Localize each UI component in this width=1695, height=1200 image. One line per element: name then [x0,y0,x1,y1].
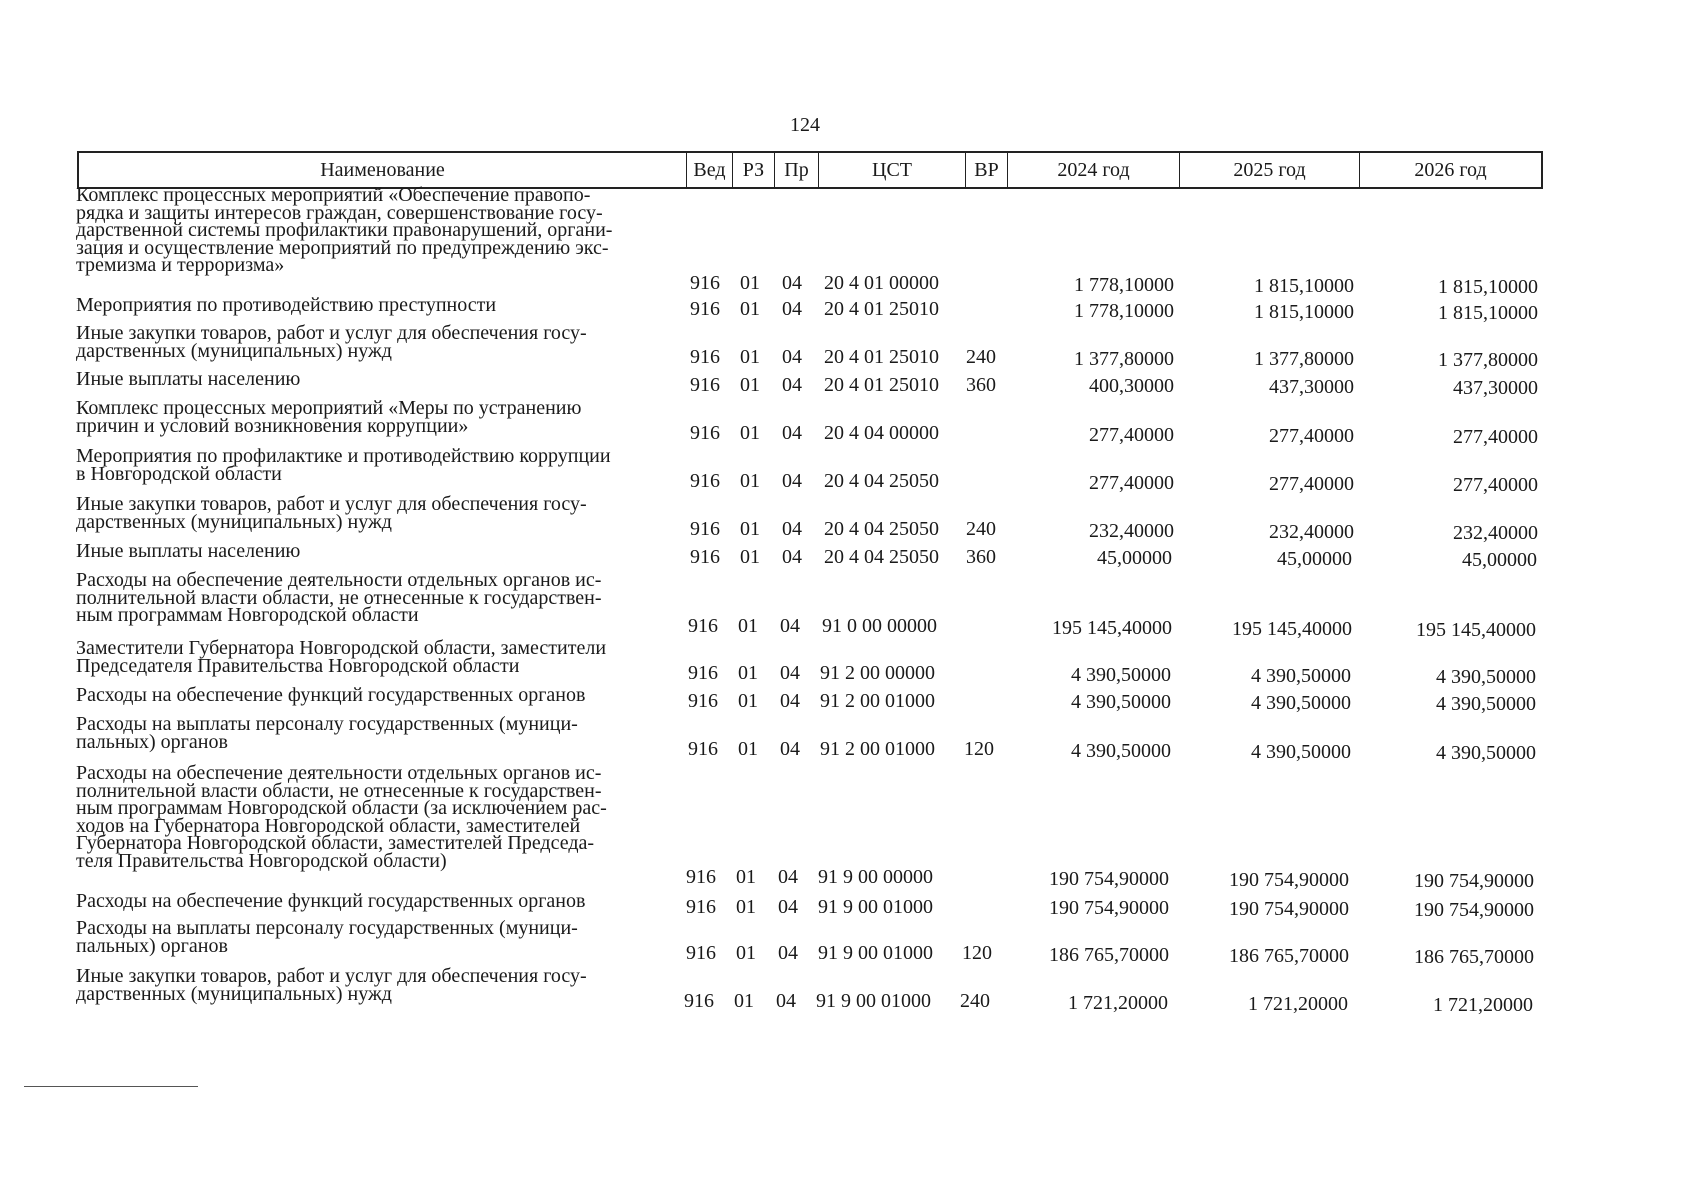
row-2024: 190 754,90000 [1049,868,1169,890]
row-ved: 916 [686,942,716,964]
row-cst: 20 4 04 25050 [824,546,939,568]
row-ved: 916 [688,690,718,712]
row-2025: 4 390,50000 [1251,741,1351,763]
row-2026: 4 390,50000 [1436,666,1536,688]
row-cst: 20 4 04 25050 [824,518,939,540]
row-rz: 01 [740,518,760,540]
row-ved: 916 [690,518,720,540]
row-pr: 04 [782,346,802,368]
header-rz: РЗ [732,153,774,187]
row-cst: 91 9 00 01000 [818,896,933,918]
row-vr: 240 [960,990,990,1012]
row-rz: 01 [740,298,760,320]
row-2025: 1 815,10000 [1254,301,1354,323]
row-ved: 916 [688,615,718,637]
row-name: Расходы на выплаты персоналу государственных (муници- пальных) органов [76,917,578,957]
row-2025: 1 377,80000 [1254,348,1354,370]
row-2026: 190 754,90000 [1414,870,1534,892]
header-vr: ВР [965,153,1007,187]
row-rz: 01 [740,346,760,368]
row-name: Иные выплаты населению [76,368,301,390]
row-2024: 4 390,50000 [1071,740,1171,762]
row-vr: 240 [966,518,996,540]
row-2025: 186 765,70000 [1229,945,1349,967]
row-pr: 04 [778,866,798,888]
row-rz: 01 [736,866,756,888]
row-name: Расходы на обеспечение функций государственных органов [76,684,586,706]
row-name: Расходы на выплаты персоналу государственных (муници- пальных) органов [76,713,578,753]
row-2026: 232,40000 [1453,522,1538,544]
page-number: 124 [790,114,820,136]
row-pr: 04 [778,942,798,964]
row-ved: 916 [686,866,716,888]
row-2025: 277,40000 [1269,425,1354,447]
row-2026: 195 145,40000 [1416,619,1536,641]
row-2024: 4 390,50000 [1071,664,1171,686]
row-2024: 277,40000 [1089,424,1174,446]
row-pr: 04 [782,546,802,568]
row-2024: 195 145,40000 [1052,617,1172,639]
row-2024: 1 377,80000 [1074,348,1174,370]
header-name: Наименование [320,159,445,181]
row-ved: 916 [684,990,714,1012]
row-2025: 277,40000 [1269,473,1354,495]
row-2026: 1 815,10000 [1438,302,1538,324]
row-ved: 916 [690,546,720,568]
row-vr: 360 [966,374,996,396]
row-2026: 4 390,50000 [1436,742,1536,764]
row-cst: 20 4 04 00000 [824,422,939,444]
row-name: Расходы на обеспечение деятельности отдельных органов ис- полнительной власти области, не отнесенные к государствен- ным программам Новгородской области [76,569,602,627]
row-ved: 916 [686,896,716,918]
row-2026: 1 377,80000 [1438,349,1538,371]
row-ved: 916 [688,662,718,684]
row-ved: 916 [690,470,720,492]
row-2026: 277,40000 [1453,474,1538,496]
row-vr: 240 [966,346,996,368]
row-pr: 04 [780,615,800,637]
row-2025: 190 754,90000 [1229,898,1349,920]
row-vr: 120 [964,738,994,760]
row-name: Расходы на обеспечение функций государственных органов [76,890,586,912]
row-rz: 01 [740,374,760,396]
row-name: Расходы на обеспечение деятельности отдельных органов ис- полнительной власти области, не отнесенные к государствен- ным программам Новгородской области (за исключением рас- ходов на Губернатора Новгородской области, заместителей Губернатора Новгородской области, заместителей Председа- теля Правительства Новгородской области) [76,762,607,872]
row-2026: 277,40000 [1453,426,1538,448]
row-2024: 232,40000 [1089,520,1174,542]
row-2024: 277,40000 [1089,472,1174,494]
row-2024: 1 778,10000 [1074,300,1174,322]
row-rz: 01 [740,546,760,568]
row-ved: 916 [690,374,720,396]
row-2026: 437,30000 [1453,377,1538,399]
row-rz: 01 [738,662,758,684]
row-pr: 04 [780,738,800,760]
row-vr: 120 [962,942,992,964]
row-ved: 916 [690,272,720,294]
row-name: Комплекс процессных мероприятий «Меры по устранению причин и условий возникновения коррупции» [76,397,582,437]
row-2026: 190 754,90000 [1414,899,1534,921]
row-rz: 01 [738,738,758,760]
row-cst: 91 2 00 01000 [820,690,935,712]
row-pr: 04 [782,272,802,294]
row-rz: 01 [738,690,758,712]
row-2025: 437,30000 [1269,376,1354,398]
row-cst: 91 9 00 00000 [818,866,933,888]
row-cst: 20 4 01 00000 [824,272,939,294]
row-2025: 190 754,90000 [1229,869,1349,891]
row-pr: 04 [782,518,802,540]
row-2025: 4 390,50000 [1251,692,1351,714]
row-2024: 190 754,90000 [1049,897,1169,919]
row-pr: 04 [782,470,802,492]
header-cst: ЦСТ [818,153,965,187]
row-cst: 20 4 01 25010 [824,374,939,396]
row-2026: 186 765,70000 [1414,946,1534,968]
row-cst: 20 4 01 25010 [824,298,939,320]
row-rz: 01 [736,896,756,918]
row-2026: 1 721,20000 [1433,994,1533,1016]
row-cst: 20 4 01 25010 [824,346,939,368]
row-2024: 45,00000 [1097,547,1172,569]
row-2026: 45,00000 [1462,549,1537,571]
row-rz: 01 [740,272,760,294]
row-2025: 1 721,20000 [1248,993,1348,1015]
row-2026: 4 390,50000 [1436,693,1536,715]
header-2025: 2025 год [1179,153,1359,187]
row-ved: 916 [690,346,720,368]
row-name: Иные закупки товаров, работ и услуг для обеспечения госу- дарственных (муниципальных) нужд [76,322,587,362]
row-2024: 186 765,70000 [1049,944,1169,966]
row-2026: 1 815,10000 [1438,276,1538,298]
row-2024: 400,30000 [1089,375,1174,397]
header-2026: 2026 год [1359,153,1541,187]
row-cst: 91 2 00 00000 [820,662,935,684]
header-2024: 2024 год [1007,153,1179,187]
row-pr: 04 [782,422,802,444]
row-cst: 91 0 00 00000 [822,615,937,637]
row-pr: 04 [780,662,800,684]
row-ved: 916 [690,298,720,320]
row-2024: 1 721,20000 [1068,992,1168,1014]
row-2025: 195 145,40000 [1232,618,1352,640]
row-cst: 91 2 00 01000 [820,738,935,760]
row-rz: 01 [734,990,754,1012]
row-name: Заместители Губернатора Новгородской области, заместители Председателя Правительства Новгородской области [76,637,607,677]
row-name: Комплекс процессных мероприятий «Обеспечение правопо- рядка и защиты интересов граждан, совершенствование госу- дарственной системы профилактики правонарушений, органи- зация и осуществление мероприятий по предупреждению экс- тремизма и терроризма» [76,184,613,277]
row-name: Иные закупки товаров, работ и услуг для обеспечения госу- дарственных (муниципальных) нужд [76,493,587,533]
footer-rule [24,1086,198,1087]
row-rz: 01 [736,942,756,964]
row-name: Иные выплаты населению [76,540,301,562]
row-cst: 20 4 04 25050 [824,470,939,492]
row-2025: 1 815,10000 [1254,275,1354,297]
row-cst: 91 9 00 01000 [818,942,933,964]
row-2025: 4 390,50000 [1251,665,1351,687]
row-name: Иные закупки товаров, работ и услуг для обеспечения госу- дарственных (муниципальных) нужд [76,965,587,1005]
header-pr: Пр [774,153,818,187]
row-2024: 4 390,50000 [1071,691,1171,713]
row-2025: 232,40000 [1269,521,1354,543]
row-rz: 01 [738,615,758,637]
row-name: Мероприятия по профилактике и противодействию коррупции в Новгородской области [76,445,611,485]
row-pr: 04 [782,298,802,320]
row-rz: 01 [740,422,760,444]
row-vr: 360 [966,546,996,568]
row-pr: 04 [782,374,802,396]
row-ved: 916 [690,422,720,444]
row-cst: 91 9 00 01000 [816,990,931,1012]
row-name: Мероприятия по противодействию преступности [76,294,497,316]
row-rz: 01 [740,470,760,492]
row-ved: 916 [688,738,718,760]
header-ved: Вед [686,153,732,187]
row-2025: 45,00000 [1277,548,1352,570]
row-pr: 04 [776,990,796,1012]
row-pr: 04 [780,690,800,712]
row-pr: 04 [778,896,798,918]
row-2024: 1 778,10000 [1074,274,1174,296]
